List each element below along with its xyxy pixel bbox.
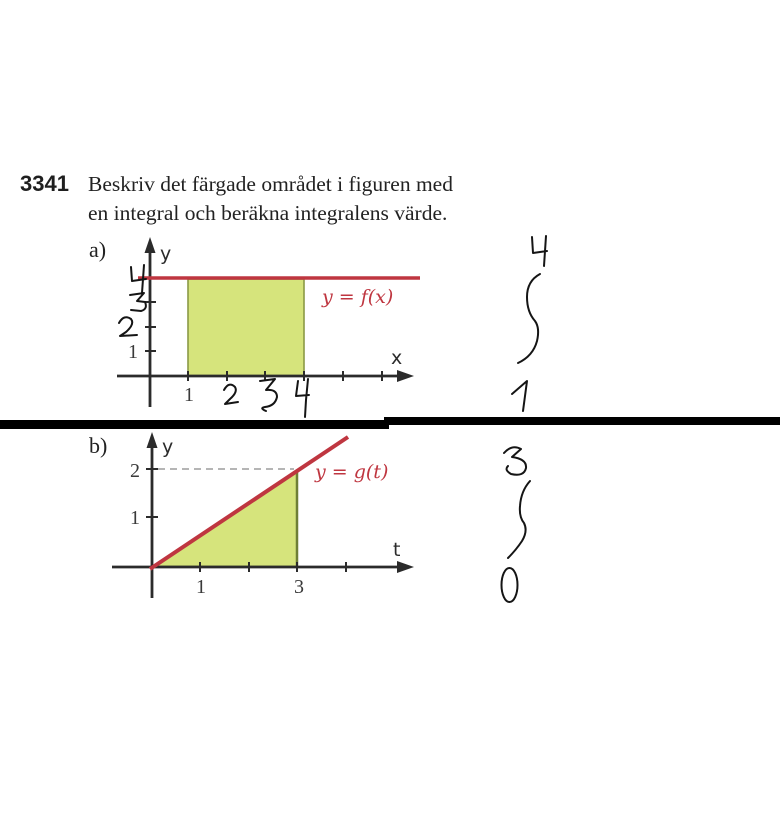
handwritten-x-digit-2 [224,385,238,404]
divider-left-segment [0,420,389,429]
handwritten-lower-limit-a [512,381,527,411]
y-axis-letter-a: y [160,243,172,265]
handwritten-integral-b [502,447,531,602]
figure-b [89,432,530,602]
handwritten-upper-limit-b [504,447,526,475]
part-b-label: b) [89,433,108,458]
handwritten-lower-limit-b [502,568,518,602]
x-tick-label-1-b: 1 [196,576,206,598]
x-axis-letter-b: t [393,539,401,561]
x-axis-arrow-b [397,561,414,573]
handwritten-integral-sign-b [508,481,530,558]
x-axis-letter-a: x [391,347,403,369]
x-tick-label-3-b: 3 [294,576,304,598]
y-axis-arrow-b [147,432,158,448]
y-axis-arrow-a [145,237,156,253]
figure-a [89,236,547,417]
statement-line-1: Beskriv det färgade området i figuren med [88,172,453,196]
y-tick-label-1-b: 1 [130,507,140,529]
handwritten-x-digit-3 [260,379,277,411]
handwritten-y-digit-2 [119,317,137,336]
curve-label-a: y = f(x) [322,286,394,308]
handwritten-integral-a [512,236,547,411]
statement-line-2: en integral och beräkna integralens värde. [88,201,448,225]
handwritten-x-digit-4 [296,379,309,417]
section-divider [0,417,780,429]
y-tick-label-2-b: 2 [130,460,140,482]
y-tick-label-1-a: 1 [128,341,138,363]
part-a-label: a) [89,237,107,262]
problem-number: 3341 [20,171,69,196]
shaded-area-a [188,279,304,376]
x-axis-arrow-a [397,370,414,382]
divider-right-segment [384,417,780,425]
handwritten-y-digit-3 [130,293,146,311]
y-axis-letter-b: y [162,436,174,458]
handwritten-upper-limit-a [532,236,547,266]
handwritten-integral-sign-a [518,274,540,363]
curve-label-b: y = g(t) [315,461,389,483]
x-tick-label-1-a: 1 [184,384,194,406]
